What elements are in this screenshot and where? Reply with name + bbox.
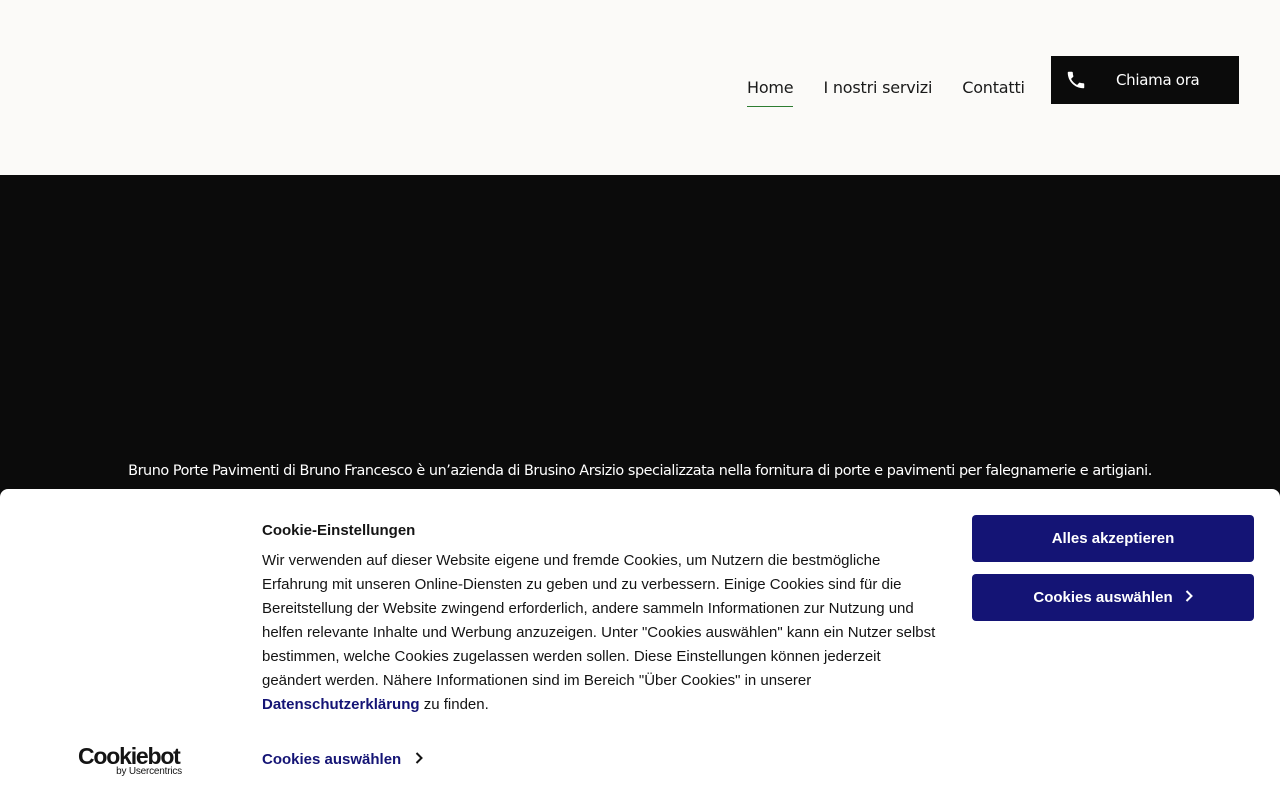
- nav-home[interactable]: Home: [747, 78, 793, 107]
- chevron-right-icon: [415, 751, 423, 768]
- cookiebot-subtitle: by Usercentrics: [116, 766, 182, 777]
- cookie-body-text: Wir verwenden auf dieser Website eigene und fremde Cookies, um Nutzern die bestmögliche Erfahrung mit unseren Online-Diensten zu geben und zu verbessern. Einige Cookies sind für die Bereitstellung der Website zwingend erforderlich, andere sammeln Informationen zur Nutzung und helfen relevante Inhalte und Werbung anzuzeigen. Unter "Cookies auswählen" kann ein Nutzer selbst bestimmen, welche Cookies zugelassen werden sollen. Diese Einstellungen können jederzeit geändert werden. Nähere Informationen sind im Bereich "Über Cookies" in unserer: [262, 552, 936, 689]
- cookiebot-brand: Cookiebot: [78, 743, 180, 769]
- call-now-label: Chiama ora: [1116, 71, 1200, 89]
- select-cookies-label: Cookies auswählen: [1033, 589, 1173, 606]
- main-nav: [747, 78, 1025, 107]
- privacy-policy-link[interactable]: Datenschutzerklärung: [262, 696, 420, 713]
- chevron-right-icon: [1185, 589, 1193, 606]
- phone-icon: [1065, 69, 1087, 91]
- cookie-banner: [0, 489, 1280, 800]
- select-cookies-button[interactable]: [972, 574, 1254, 621]
- select-cookies-link[interactable]: [262, 751, 423, 768]
- cookie-title: Cookie-Einstellungen: [262, 522, 416, 539]
- cookie-description: [262, 549, 942, 717]
- select-cookies-link-label: Cookies auswählen: [262, 751, 402, 768]
- site-header: [0, 0, 1280, 175]
- nav-contacts[interactable]: Contatti: [962, 78, 1025, 97]
- cookiebot-logo: [78, 744, 182, 777]
- cookie-body-end: zu finden.: [419, 696, 489, 713]
- nav-services[interactable]: I nostri servizi: [823, 78, 933, 97]
- accept-all-button[interactable]: [972, 515, 1254, 562]
- hero-description: Bruno Porte Pavimenti di Bruno Francesco è un’azienda di Brusino Arsizio specializzata nella fornitura di porte e pavimenti per falegnamerie e artigiani.: [128, 463, 1152, 479]
- accept-all-label: Alles akzeptieren: [1051, 530, 1175, 547]
- call-now-button[interactable]: [1051, 56, 1239, 104]
